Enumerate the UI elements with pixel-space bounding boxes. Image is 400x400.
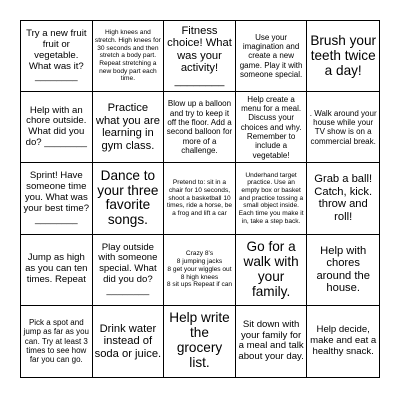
bingo-cell-18-text: Crazy 8's 8 jumping jacks 8 get your wiggles out 8 high knees 8 sit ups Repeat if can: [166, 250, 233, 289]
bingo-cell-20[interactable]: [307, 235, 379, 306]
bingo-cell-19-text: Go for a walk with your family.: [243, 238, 299, 299]
bingo-cell-18[interactable]: [164, 235, 236, 306]
bingo-cell-1-text: Try a new fruit fruit or vegetable. What was it? ________: [26, 28, 87, 83]
bingo-cell-15-text: Grab a ball! Catch, kick. throw and roll!: [314, 173, 373, 224]
bingo-cell-6[interactable]: [21, 92, 93, 163]
bingo-cell-11-text: Sprint! Have someone time you. What was your best time? ________: [23, 170, 90, 225]
bingo-cell-3-text: Fitness choice! What was your activity! ________: [167, 24, 232, 87]
bingo-cell-11[interactable]: [21, 163, 93, 234]
bingo-cell-25[interactable]: [307, 306, 379, 377]
bingo-cell-20-text: Help with chores around the house.: [316, 244, 370, 295]
bingo-cell-19[interactable]: [236, 235, 308, 306]
bingo-cell-23-text: Help write the grocery list.: [169, 310, 230, 371]
bingo-cell-23[interactable]: [164, 306, 236, 377]
bingo-cell-21[interactable]: [21, 306, 93, 377]
bingo-cell-24-text: Sit down with your family for a meal and talk about your day.: [238, 318, 304, 363]
bingo-cell-22-text: Drink water instead of soda or juice.: [94, 322, 162, 360]
bingo-cell-2-text: High knees and stretch. High knees for 30 seconds and then stretch a body part. Repeat stretching a new body part each time.: [94, 29, 161, 83]
bingo-cell-3[interactable]: [164, 21, 236, 92]
bingo-cell-7-text: Practice what you are learning in gym class.: [95, 102, 160, 152]
bingo-cell-1[interactable]: [21, 21, 93, 92]
bingo-cell-16[interactable]: [21, 235, 93, 306]
bingo-cell-2[interactable]: [93, 21, 165, 92]
bingo-cell-6-text: Help with an chore outside. What did you do? ________: [25, 104, 87, 149]
bingo-cell-10-text: . Walk around your house while your TV show is on a commercial break.: [309, 108, 377, 146]
bingo-cell-13[interactable]: [164, 163, 236, 234]
bingo-cell-22[interactable]: [93, 306, 165, 377]
bingo-cell-12[interactable]: [93, 163, 165, 234]
bingo-cell-17-text: Play outside with someone special. What did you do? ________: [98, 241, 158, 296]
bingo-board: [20, 20, 380, 378]
bingo-cell-12-text: Dance to your three favorite songs.: [97, 167, 159, 228]
bingo-cell-4[interactable]: [236, 21, 308, 92]
bingo-cell-9[interactable]: [236, 92, 308, 163]
bingo-cell-13-text: Pretend to: sit in a chair for 10 seconds, shoot a basketball 10 times, ride a horse, be a frog and lift a car: [166, 179, 233, 218]
bingo-cell-14-text: Underhand target practice. Use an empty box or basket and practice tossing a small object inside. Each time you make it in, take a step back.: [238, 171, 304, 225]
bingo-cell-10[interactable]: [307, 92, 379, 163]
bingo-cell-25-text: Help decide, make and eat a healthy snack.: [310, 324, 377, 357]
bingo-cell-17[interactable]: [93, 235, 165, 306]
bingo-cell-21-text: Pick a spot and jump as far as you can. Try at least 3 times to see how far you can go.: [23, 317, 89, 365]
bingo-cell-4-text: Use your imagination and create a new game. Play it with someone special.: [239, 32, 303, 80]
bingo-cell-5-text: Brush your teeth twice a day!: [310, 32, 377, 78]
bingo-cell-14[interactable]: [236, 163, 308, 234]
bingo-cell-9-text: Help create a menu for a meal. Discuss your choices and why. Remember to include a vegetable!: [240, 94, 302, 160]
bingo-cell-15[interactable]: [307, 163, 379, 234]
bingo-cell-8[interactable]: [164, 92, 236, 163]
bingo-cell-8-text: Blow up a balloon and try to keep it off the floor. Add a second balloon for more of a challenge.: [166, 99, 233, 155]
bingo-cell-16-text: Jump as high as you can ten times. Repeat: [25, 252, 88, 286]
bingo-cell-5[interactable]: [307, 21, 379, 92]
bingo-cell-7[interactable]: [93, 92, 165, 163]
bingo-cell-24[interactable]: [236, 306, 308, 377]
